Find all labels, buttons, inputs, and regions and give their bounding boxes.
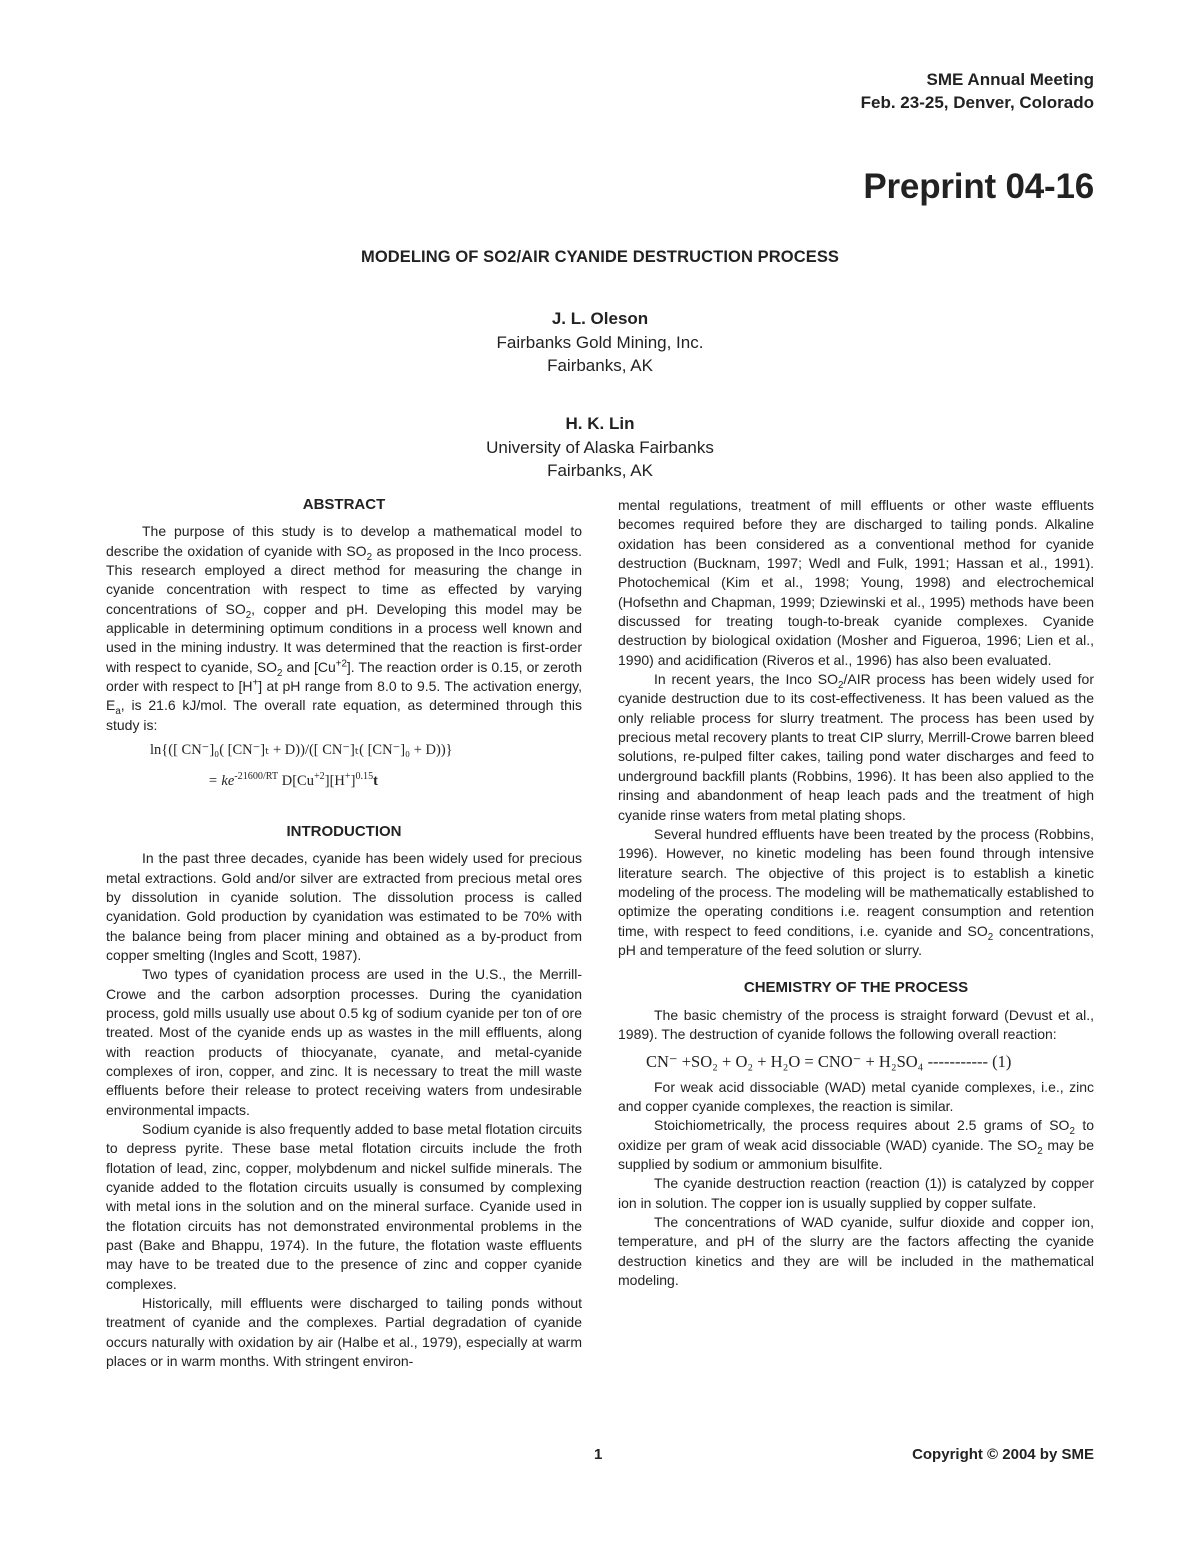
- chemistry-paragraph: The cyanide destruction reaction (reaction (1)) is catalyzed by copper ion in solution. The copper ion is usually supplied by copper sulfate.: [618, 1175, 1094, 1211]
- right-column: [618, 496, 1094, 1290]
- author-location: Fairbanks, AK: [547, 356, 653, 375]
- rate-equation-line-2: = $ke^{-21600/RT}$ $D[Cu^{+2}][H^+]^{0.15}t$: [208, 771, 379, 790]
- intro-paragraph: Historically, mill effluents were discharged to tailing ponds without treatment of cyanide and the complexes. Partial degradation of cyanide occurs naturally with oxidation by air (Halbe et al., 1979), especially at warm places or in warm months. With stringent environ-: [106, 1295, 582, 1370]
- preprint-number: Preprint 04-16: [863, 167, 1094, 206]
- author-block-2: [0, 412, 1200, 483]
- chemistry-paragraph: The concentrations of WAD cyanide, sulfur dioxide and copper ion, temperature, and pH of the slurry are the factors affecting the cyanide destruction kinetics and they are will be included in the mathematical modeling.: [618, 1214, 1094, 1289]
- chemistry-paragraph: Stoichiometrically, the process requires about 2.5 grams of $SO_2$ to oxidize per gram of weak acid dissociable (WAD) cyanide. The $SO_2$ may be supplied by sodium or ammonium bisulfite.: [618, 1117, 1094, 1172]
- meeting-name: SME Annual Meeting: [926, 70, 1094, 89]
- intro-paragraph: In the past three decades, cyanide has been widely used for precious metal extractions. Gold and/or silver are extracted from precious metal ores by dissolution in cyanide solution. The dissolution process is called cyanidation. Gold production by cyanidation was estimated to be 70% with the balance being from placer mining and obtained as a by-product from copper smelting (Ingles and Scott, 1987).: [106, 850, 582, 963]
- reaction-equation: CN⁻ +SO₂ + O₂ + H₂O = CNO⁻ + H₂SO₄ ----------- (1): [646, 1052, 1012, 1072]
- intro-paragraph: Two types of cyanidation process are used in the U.S., the Merrill-Crowe and the carbon adsorption processes. During the cyanidation process, gold mills usually use about 0.5 kg of sodium cyanide per ton of ore treated. Most of the cyanide ends up as wastes in the mill effluents, along with reaction products of thiocyanate, cyanate, and metal-cyanide complexes of iron, copper, and zinc. It is necessary to treat the mill waste effluents before their release to protect receiving waters from undesirable environmental impacts.: [106, 966, 582, 1118]
- abstract-paragraph: The purpose of this study is to develop a mathematical model to describe the oxidation of cyanide with $SO_2$ as proposed in the Inco process. This research employed a direct method for measuring the change in cyanide concentration with respect to time as effected by varying concentrations of $SO_2$, copper and pH. Developing this model may be applicable in determining optimum conditions in a process well known and used in the mining industry. It was determined that the reaction is first-order with respect to cyanide, $SO_2$ and $[Cu^{+2}]$. The reaction order is 0.15, or zeroth order with respect to [H+] at pH range from 8.0 to 9.5. The activation energy, $E_a$, is 21.6 kJ/mol. The overall rate equation, as determined through this study is:: [106, 523, 582, 733]
- chemistry-heading: CHEMISTRY OF THE PROCESS: [743, 979, 969, 997]
- author-block-1: [0, 307, 1200, 378]
- meeting-date-location: Feb. 23-25, Denver, Colorado: [860, 93, 1094, 112]
- copyright: Copyright © 2004 by SME: [912, 1446, 1094, 1463]
- chemistry-paragraph: For weak acid dissociable (WAD) metal cyanide complexes, i.e., zinc and copper cyanide complexes, the reaction is similar.: [618, 1078, 1094, 1114]
- paper-title: MODELING OF SO2/AIR CYANIDE DESTRUCTION PROCESS: [360, 248, 840, 266]
- intro-paragraph: Sodium cyanide is also frequently added to base metal flotation circuits to depress pyrite. These base metal flotation circuits include the froth flotation of lead, zinc, copper, molybdenum and nickel sulfide minerals. The cyanide added to the flotation circuits usually is consumed by complexing with metal ions in the solution and on the mineral surface. Cyanide used in the flotation circuits has not demonstrated environmental problems in the past (Bake and Bhappu, 1974). In the future, the flotation waste effluents may have to be treated due to the presence of zinc and copper cyanide complexes.: [106, 1120, 582, 1292]
- meeting-info: [861, 68, 1094, 114]
- author-location: Fairbanks, AK: [547, 461, 653, 480]
- author-affiliation: University of Alaska Fairbanks: [486, 437, 714, 457]
- author-name: J. L. Oleson: [551, 309, 649, 328]
- author-affiliation: Fairbanks Gold Mining, Inc.: [496, 332, 704, 352]
- body-paragraph: In recent years, the Inco $SO_2$/AIR process has been widely used for cyanide destruction due to its cost-effectiveness. It has been valued as the only reliable process for slurry treatment. The process has been used by precious metal recovery plants to treat CIP slurry, Merrill-Crowe barren bleed solutions, re-pulped filter cakes, tailing pond water discharges and feed to underground backfill plants (Robbins, 1996). It has been also applied to the rinsing and abandonment of heap leach pads and the treatment of high cyanide rinse waters from metal plating shops.: [618, 671, 1095, 823]
- author-name: H. K. Lin: [565, 414, 635, 433]
- body-paragraph: mental regulations, treatment of mill effluents or other waste effluents becomes required before they are discharged to tailing ponds. Alkaline oxidation has been considered as a conventional method for cyanide destruction (Bucknam, 1997; Wedl and Fulk, 1991; Hassan et al., 1991). Photochemical (Kim et al., 1998; Young, 1998) and electrochemical (Hofsethn and Chapman, 1999; Dziewinski et al., 1995) methods have been discussed for treating tough-to-break cyanide complexes. Cyanide destruction by biological oxidation (Mosher and Figueroa, 1996; Lien et al., 1990) and acidification (Riveros et al., 1996) has also been evaluated.: [618, 497, 1094, 668]
- page-number: 1: [594, 1446, 603, 1463]
- rate-equation-line-1: ln{([ CN⁻]₀( [CN⁻]ₜ + D))/([ CN⁻]ₜ( [CN⁻]₀ + D))}: [150, 742, 453, 759]
- body-paragraph: Several hundred effluents have been treated by the process (Robbins, 1996). However, no kinetic modeling has been found through intensive literature search. The objective of this project is to establish a kinetic modeling of the process. The modeling will be mathematically established to optimize the operating conditions i.e. reagent consumption and retention time, with respect to feed conditions, i.e. cyanide and $SO_2$ concentrations, pH and temperature of the feed solution or slurry.: [618, 825, 1094, 958]
- abstract-heading: ABSTRACT: [302, 496, 386, 513]
- left-column: [106, 495, 582, 1371]
- introduction-heading: INTRODUCTION: [286, 822, 402, 840]
- chemistry-paragraph: The basic chemistry of the process is straight forward (Devust et al., 1989). The destruction of cyanide follows the following overall reaction:: [618, 1006, 1094, 1042]
